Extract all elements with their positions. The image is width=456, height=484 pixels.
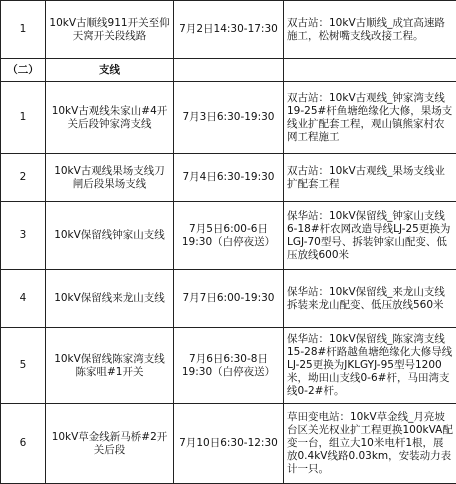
table-row bbox=[1, 1, 456, 59]
outage-time: 7月7日6:00-19:30 bbox=[174, 270, 284, 328]
line-segment: 10kV草金线新马桥#2开关后段 bbox=[46, 404, 174, 484]
row-number: 1 bbox=[1, 1, 46, 59]
table-row bbox=[1, 328, 456, 404]
outage-time: 7月10日6:30-12:30 bbox=[174, 404, 284, 484]
outage-time: 7月6日6:30-8日19:30（白停夜送） bbox=[174, 328, 284, 404]
work-content: 双古站：10kV古观线_钟家湾支线19-25#杆鱼塘绝缘化大修，果场支线业扩配套工程，观山镇熊家村农网工程施工 bbox=[284, 82, 456, 154]
line-segment: 10kV保留线来龙山支线 bbox=[46, 270, 174, 328]
row-number: 3 bbox=[1, 202, 46, 270]
outage-time: 7月4日6:30-19:30 bbox=[174, 154, 284, 202]
section-header-row bbox=[1, 59, 456, 82]
table-row bbox=[1, 202, 456, 270]
line-segment: 10kV保留线钟家山支线 bbox=[46, 202, 174, 270]
line-segment: 10kV古观线果场支线刀闸后段果场支线 bbox=[46, 154, 174, 202]
work-content: 保华站：10kV保留线_钟家山支线6-18#杆农网改造导线LJ-25更换为LGJ-70型号、拆装钟家山配变、低压放线600米 bbox=[284, 202, 456, 270]
work-content: 保华站：10kV保留线_陈家湾支线15-28#杆路越鱼塘绝缘化大修导线LJ-25更换为JKLGYJ-95型号1200米，坳田山支线0-6#杆，马田湾支线0-2#杆。 bbox=[284, 328, 456, 404]
table-row bbox=[1, 404, 456, 484]
table-row bbox=[1, 270, 456, 328]
empty-cell bbox=[174, 59, 284, 82]
row-number: 2 bbox=[1, 154, 46, 202]
table-row bbox=[1, 82, 456, 154]
section-title: 支线 bbox=[46, 59, 174, 82]
row-number: 5 bbox=[1, 328, 46, 404]
row-number: 6 bbox=[1, 404, 46, 484]
line-segment: 10kV古顺线911开关至仰天窝开关段线路 bbox=[46, 1, 174, 59]
section-number: （二） bbox=[1, 59, 46, 82]
row-number: 1 bbox=[1, 82, 46, 154]
table-row bbox=[1, 154, 456, 202]
line-segment: 10kV古观线朱家山#4开关后段钟家湾支线 bbox=[46, 82, 174, 154]
work-content: 保华站：10kV保留线_来龙山支线拆装来龙山配变、低压放线560米 bbox=[284, 270, 456, 328]
outage-time: 7月3日6:30-19:30 bbox=[174, 82, 284, 154]
outage-time: 7月2日14:30-17:30 bbox=[174, 1, 284, 59]
row-number: 4 bbox=[1, 270, 46, 328]
empty-cell bbox=[284, 59, 456, 82]
work-content: 草田变电站：10kV草金线_月亮坡台区关光权业扩工程更换100kVA配变一台，组立大10米电杆1根，展放0.4kV线路0.03km，安装动力表计一只。 bbox=[284, 404, 456, 484]
work-content: 双古站：10kV古观线_果场支线业扩配套工程 bbox=[284, 154, 456, 202]
outage-time: 7月5日6:00-6日19:30（白停夜送） bbox=[174, 202, 284, 270]
work-content: 双古站：10kV古顺线_成宜高速路施工，松树嘴支线改接工程。 bbox=[284, 1, 456, 59]
line-segment: 10kV保留线陈家湾支线陈家咀#1开关 bbox=[46, 328, 174, 404]
